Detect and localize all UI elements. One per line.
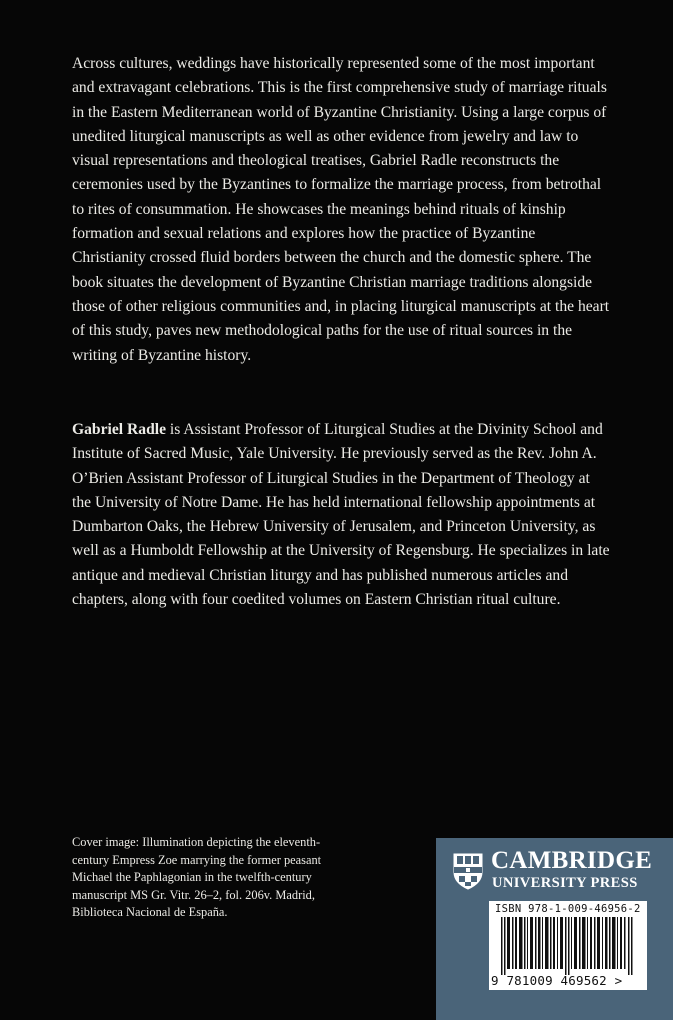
publisher-panel — [436, 838, 673, 1020]
author-name: Gabriel Radle — [72, 421, 166, 438]
barcode-bars — [501, 917, 635, 975]
cover-image-credit: Cover image: Illumination depicting the eleventh-century Empress Zoe marrying the former peasant Michael the Paphlagonian in the twelfth-century manuscript MS Gr. Vitr. 26–2, fol. 206v. Madrid, Biblioteca Nacional de España. — [72, 835, 322, 920]
publisher-subtitle: UNIVERSITY PRESS — [492, 875, 638, 891]
book-description: Across cultures, weddings have historically represented some of the most important and extravagant celebrations. This is the first comprehensive study of marriage rituals in the Eastern Mediterranean world of Byzantine Christianity. Using a large corpus of unedited liturgical manuscripts as well as other evidence from jewelry and law to visual representations and theological treatises, Gabriel Radle reconstructs the ceremonies used by the Byzantines to formalize the marriage process, from betrothal to rites of consummation. He showcases the meanings behind rituals of kinship formation and sexual relations and explores how the practice of Byzantine Christianity crossed fluid borders between the church and the domestic sphere. The book situates the development of Byzantine Christian marriage traditions alongside those of other religious communities and, in placing liturgical manuscripts at the heart of this study, paves new methodological paths for the use of ritual sources in the writing of Byzantine history. — [72, 55, 610, 364]
isbn-barcode — [489, 901, 647, 990]
university-crest-icon — [452, 852, 484, 890]
author-bio — [72, 418, 612, 612]
publisher-name: CAMBRIDGE — [491, 847, 653, 874]
ean-digits: 9 781009 469562 > — [491, 973, 623, 988]
isbn-number: ISBN 978-1-009-46956-2 — [495, 903, 641, 915]
author-bio-text: is Assistant Professor of Liturgical Studies at the Divinity School and Institute of Sacred Music, Yale University. He previously served as the Rev. John A. O’Brien Assistant Professor of Liturgical Studies in the Department of Theology at the University of Notre Dame. He has held international fellowship appointments at Dumbarton Oaks, the Hebrew University of Jerusalem, and Princeton University, as well as a Humboldt Fellowship at the University of Regensburg. He specializes in late antique and medieval Christian liturgy and has published numerous articles and chapters, along with four coedited volumes on Eastern Christian ritual culture. — [72, 421, 610, 609]
